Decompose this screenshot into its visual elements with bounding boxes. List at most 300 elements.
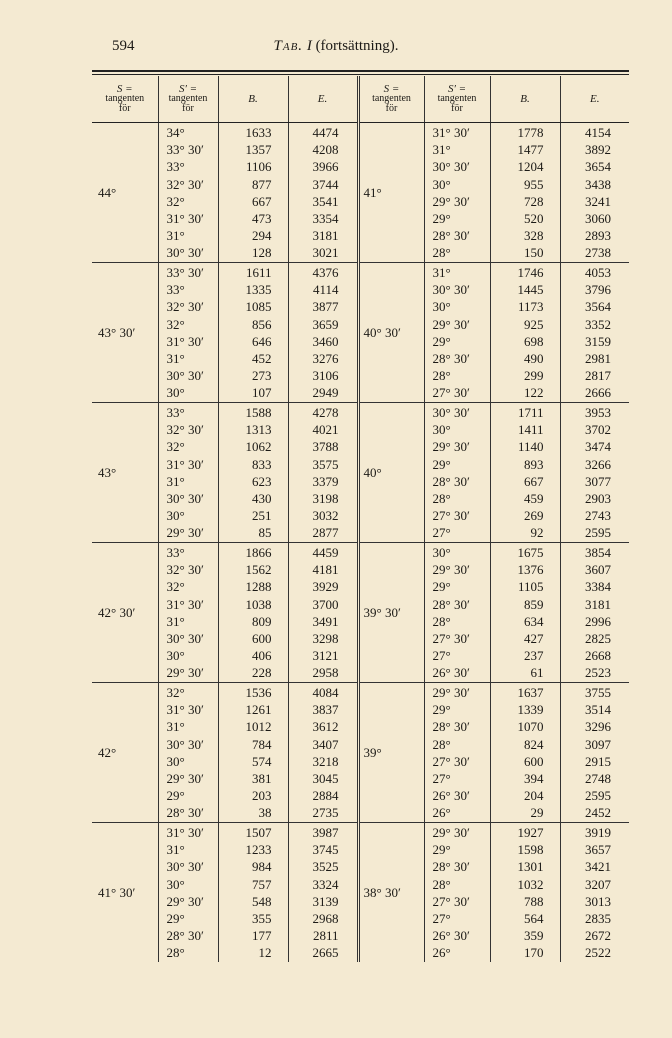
sp-value: 30° bbox=[432, 299, 451, 315]
sp-value: 32° bbox=[166, 439, 185, 455]
e-value-list-right bbox=[560, 543, 629, 683]
sp-value: 28° 30′ bbox=[432, 350, 470, 366]
e-value: 3352 bbox=[585, 316, 611, 332]
b-value: 859 bbox=[524, 596, 544, 612]
sp-value: 28° bbox=[432, 876, 451, 892]
e-value: 3379 bbox=[312, 473, 339, 489]
title-rest: (fortsättning). bbox=[315, 38, 399, 54]
b-value: 1085 bbox=[245, 299, 272, 315]
e-value: 2666 bbox=[585, 385, 611, 401]
b-value: 12 bbox=[258, 945, 272, 961]
e-value: 3700 bbox=[312, 596, 339, 612]
b-value: 984 bbox=[252, 859, 272, 875]
sp-value-list-left bbox=[158, 823, 218, 963]
e-value: 4084 bbox=[312, 685, 339, 700]
b-value-list-right bbox=[490, 543, 560, 683]
b-value: 1012 bbox=[245, 719, 272, 735]
e-value: 4154 bbox=[585, 125, 611, 140]
e-value: 3159 bbox=[585, 333, 611, 349]
b-value-list-left bbox=[218, 543, 288, 683]
e-value: 2665 bbox=[312, 945, 339, 961]
sp-value: 31° 30′ bbox=[166, 333, 204, 349]
e-value: 3106 bbox=[312, 368, 339, 384]
b-value: 877 bbox=[252, 176, 272, 192]
b-value: 1507 bbox=[245, 825, 272, 840]
header-sp-symbol: S′ = bbox=[447, 83, 467, 95]
s-value-right: 39° bbox=[358, 683, 424, 823]
b-value: 856 bbox=[252, 316, 272, 332]
sp-value-list-right bbox=[424, 683, 490, 823]
b-value: 600 bbox=[252, 630, 272, 646]
b-value: 1301 bbox=[517, 859, 544, 875]
header-s-symbol: S = bbox=[383, 83, 400, 95]
e-value: 2996 bbox=[585, 613, 611, 629]
sp-value: 26° 30′ bbox=[432, 788, 470, 804]
e-value: 2981 bbox=[585, 350, 611, 366]
table-group-row bbox=[92, 403, 629, 543]
e-value: 2595 bbox=[585, 525, 611, 541]
b-value: 269 bbox=[524, 508, 544, 524]
sp-value: 29° bbox=[432, 210, 451, 226]
e-value: 3266 bbox=[585, 456, 611, 472]
sp-value: 33° 30′ bbox=[166, 142, 204, 158]
e-value: 3575 bbox=[312, 456, 339, 472]
e-value: 3541 bbox=[312, 193, 339, 209]
e-value: 3525 bbox=[312, 859, 339, 875]
sp-value: 32° 30′ bbox=[166, 562, 204, 578]
b-value: 1204 bbox=[517, 159, 544, 175]
e-value: 3077 bbox=[585, 473, 611, 489]
sp-value: 29° 30′ bbox=[166, 893, 204, 909]
header-s-text1: tangenten bbox=[372, 93, 411, 104]
e-value: 3491 bbox=[312, 613, 339, 629]
b-value: 328 bbox=[524, 228, 544, 244]
b-value: 1038 bbox=[245, 596, 272, 612]
e-value: 3474 bbox=[585, 439, 611, 455]
header-e-right: E. bbox=[560, 76, 629, 123]
sp-value: 31° bbox=[432, 265, 451, 280]
e-value: 2817 bbox=[585, 368, 611, 384]
b-value: 294 bbox=[252, 228, 272, 244]
e-value: 2735 bbox=[312, 805, 339, 821]
e-value: 3354 bbox=[312, 210, 339, 226]
e-value: 2877 bbox=[312, 525, 339, 541]
e-value: 3564 bbox=[585, 299, 611, 315]
table-group-row bbox=[92, 683, 629, 823]
b-value: 1106 bbox=[245, 159, 272, 175]
b-value: 204 bbox=[524, 788, 544, 804]
b-value-list-right bbox=[490, 403, 560, 543]
sp-value: 30° 30′ bbox=[166, 859, 204, 875]
sp-value-list-left bbox=[158, 683, 218, 823]
e-value: 3438 bbox=[585, 176, 611, 192]
sp-value: 29° bbox=[166, 910, 185, 926]
sp-value: 28° bbox=[166, 945, 185, 961]
b-value: 430 bbox=[252, 490, 272, 506]
title-tab: Tab. bbox=[273, 38, 304, 54]
e-value: 2748 bbox=[585, 770, 611, 786]
sp-value: 30° 30′ bbox=[432, 405, 470, 420]
sp-value: 29° 30′ bbox=[432, 685, 470, 700]
sp-value: 31° bbox=[166, 719, 185, 735]
sp-value: 33° bbox=[166, 405, 185, 420]
e-value: 3384 bbox=[585, 579, 611, 595]
sp-value: 31° bbox=[166, 228, 185, 244]
s-value-right: 38° 30′ bbox=[358, 823, 424, 963]
b-value: 1637 bbox=[517, 685, 544, 700]
sp-value-list-left bbox=[158, 543, 218, 683]
sp-value-list-right bbox=[424, 263, 490, 403]
sp-value: 32° 30′ bbox=[166, 176, 204, 192]
sp-value: 28° 30′ bbox=[432, 228, 470, 244]
e-value: 3207 bbox=[585, 876, 611, 892]
b-value: 784 bbox=[252, 736, 272, 752]
header-sp-right bbox=[424, 76, 490, 123]
b-value-list-left bbox=[218, 403, 288, 543]
sp-value: 31° 30′ bbox=[166, 825, 204, 840]
b-value: 809 bbox=[252, 613, 272, 629]
sp-value: 32° bbox=[166, 316, 185, 332]
sp-value: 31° 30′ bbox=[432, 125, 470, 140]
e-value: 3837 bbox=[312, 702, 339, 718]
b-value: 757 bbox=[252, 876, 272, 892]
e-value: 3421 bbox=[585, 859, 611, 875]
e-value: 3060 bbox=[585, 210, 611, 226]
header-s-text2: för bbox=[118, 103, 131, 114]
b-value: 833 bbox=[252, 456, 272, 472]
b-value: 107 bbox=[252, 385, 272, 401]
b-value: 394 bbox=[524, 770, 544, 786]
b-value: 646 bbox=[252, 333, 272, 349]
b-value: 92 bbox=[530, 525, 544, 541]
s-value-left: 41° 30′ bbox=[92, 823, 158, 963]
b-value: 548 bbox=[252, 893, 272, 909]
sp-value: 27° bbox=[432, 525, 451, 541]
header-row bbox=[92, 76, 629, 123]
sp-value: 29° 30′ bbox=[432, 193, 470, 209]
b-value: 459 bbox=[524, 490, 544, 506]
b-value: 150 bbox=[524, 245, 544, 261]
header-b-right: B. bbox=[490, 76, 560, 123]
sp-value: 30° bbox=[166, 385, 185, 401]
e-value: 3702 bbox=[585, 422, 611, 438]
sp-value: 26° 30′ bbox=[432, 665, 470, 681]
e-value: 2672 bbox=[585, 928, 611, 944]
e-value: 3045 bbox=[312, 770, 339, 786]
header-sp-left bbox=[158, 76, 218, 123]
b-value: 177 bbox=[252, 928, 272, 944]
e-value: 3612 bbox=[312, 719, 339, 735]
e-value: 4053 bbox=[585, 265, 611, 280]
b-value: 251 bbox=[252, 508, 272, 524]
e-value: 3198 bbox=[312, 490, 339, 506]
b-value-list-right bbox=[490, 823, 560, 963]
sp-value: 33° 30′ bbox=[166, 265, 204, 280]
e-value: 4376 bbox=[312, 265, 339, 280]
sp-value: 28° 30′ bbox=[432, 719, 470, 735]
e-value: 4114 bbox=[312, 282, 339, 298]
page-title bbox=[0, 38, 672, 55]
header-sp-symbol: S′ = bbox=[178, 83, 198, 95]
table-group-row bbox=[92, 263, 629, 403]
title-numeral: I bbox=[306, 38, 312, 54]
b-value: 1357 bbox=[245, 142, 272, 158]
b-value: 359 bbox=[524, 928, 544, 944]
sp-value: 32° bbox=[166, 579, 185, 595]
e-value: 2522 bbox=[585, 945, 611, 961]
sp-value: 31° bbox=[432, 142, 451, 158]
e-value: 2523 bbox=[585, 665, 611, 681]
sp-value: 29° 30′ bbox=[432, 825, 470, 840]
header-e-left: E. bbox=[288, 76, 358, 123]
e-value: 2738 bbox=[585, 245, 611, 261]
sp-value: 32° bbox=[166, 193, 185, 209]
b-value-list-left bbox=[218, 123, 288, 263]
sp-value: 34° bbox=[166, 125, 185, 140]
b-value: 128 bbox=[252, 245, 272, 261]
e-value: 3032 bbox=[312, 508, 339, 524]
sp-value: 30° bbox=[432, 545, 451, 560]
b-value: 452 bbox=[252, 350, 272, 366]
sp-value: 31° bbox=[166, 613, 185, 629]
sp-value: 30° 30′ bbox=[166, 736, 204, 752]
sp-value: 27° bbox=[432, 648, 451, 664]
sp-value: 31° 30′ bbox=[166, 210, 204, 226]
b-value: 203 bbox=[252, 788, 272, 804]
e-value: 2811 bbox=[312, 928, 339, 944]
header-s-text2: för bbox=[385, 103, 398, 114]
b-value: 1711 bbox=[517, 405, 544, 420]
b-value: 1598 bbox=[517, 842, 544, 858]
e-value: 3654 bbox=[585, 159, 611, 175]
e-value: 2903 bbox=[585, 490, 611, 506]
sp-value: 29° 30′ bbox=[166, 665, 204, 681]
sp-value: 27° 30′ bbox=[432, 508, 470, 524]
e-value: 3296 bbox=[585, 719, 611, 735]
e-value-list-left bbox=[288, 823, 358, 963]
e-value: 3218 bbox=[312, 753, 339, 769]
e-value: 3745 bbox=[312, 842, 339, 858]
sp-value: 29° 30′ bbox=[166, 525, 204, 541]
e-value: 3987 bbox=[312, 825, 339, 840]
sp-value: 30° bbox=[166, 648, 185, 664]
sp-value: 31° bbox=[166, 842, 185, 858]
b-value: 667 bbox=[524, 473, 544, 489]
b-value: 1675 bbox=[517, 545, 544, 560]
b-value: 600 bbox=[524, 753, 544, 769]
b-value: 574 bbox=[252, 753, 272, 769]
e-value: 4021 bbox=[312, 422, 339, 438]
s-value-left: 42° bbox=[92, 683, 158, 823]
b-value: 1445 bbox=[517, 282, 544, 298]
e-value: 4278 bbox=[312, 405, 339, 420]
e-value-list-left bbox=[288, 403, 358, 543]
sp-value: 30° bbox=[166, 508, 185, 524]
b-value-list-left bbox=[218, 683, 288, 823]
header-sp-text1: tangenten bbox=[437, 93, 477, 104]
e-value: 2949 bbox=[312, 385, 339, 401]
sp-value-list-left bbox=[158, 123, 218, 263]
s-value-right: 41° bbox=[358, 123, 424, 263]
sp-value: 30° 30′ bbox=[432, 159, 470, 175]
e-value: 3966 bbox=[312, 159, 339, 175]
b-value: 1588 bbox=[245, 405, 272, 420]
b-value: 1536 bbox=[245, 685, 272, 700]
b-value: 1633 bbox=[245, 125, 272, 140]
b-value: 623 bbox=[252, 473, 272, 489]
e-value: 3796 bbox=[585, 282, 611, 298]
e-value-list-left bbox=[288, 543, 358, 683]
b-value-list-right bbox=[490, 263, 560, 403]
e-value: 2452 bbox=[585, 805, 611, 821]
tangent-table bbox=[92, 76, 629, 962]
top-rule bbox=[92, 70, 629, 72]
sp-value: 27° 30′ bbox=[432, 753, 470, 769]
sp-value-list-left bbox=[158, 263, 218, 403]
e-value: 3953 bbox=[585, 405, 611, 420]
e-value: 2958 bbox=[312, 665, 339, 681]
b-value: 299 bbox=[524, 368, 544, 384]
b-value: 1261 bbox=[245, 702, 272, 718]
s-value-left: 42° 30′ bbox=[92, 543, 158, 683]
e-value: 3657 bbox=[585, 842, 611, 858]
e-value: 2893 bbox=[585, 228, 611, 244]
e-value: 2825 bbox=[585, 630, 611, 646]
sp-value: 32° 30′ bbox=[166, 299, 204, 315]
b-value: 667 bbox=[252, 193, 272, 209]
b-value: 1335 bbox=[245, 282, 272, 298]
e-value: 3929 bbox=[312, 579, 339, 595]
e-value-list-right bbox=[560, 263, 629, 403]
e-value-list-left bbox=[288, 263, 358, 403]
table-body bbox=[92, 123, 629, 963]
e-value: 3755 bbox=[585, 685, 611, 700]
b-value-list-right bbox=[490, 123, 560, 263]
sp-value: 33° bbox=[166, 282, 185, 298]
e-value-list-left bbox=[288, 683, 358, 823]
s-value-left: 43° 30′ bbox=[92, 263, 158, 403]
e-value: 3514 bbox=[585, 702, 611, 718]
sp-value: 30° 30′ bbox=[166, 245, 204, 261]
b-value-list-left bbox=[218, 823, 288, 963]
b-value: 473 bbox=[252, 210, 272, 226]
b-value: 1562 bbox=[245, 562, 272, 578]
e-value: 3276 bbox=[312, 350, 339, 366]
e-value: 3607 bbox=[585, 562, 611, 578]
b-value: 1105 bbox=[517, 579, 544, 595]
header-s-left bbox=[92, 76, 158, 123]
b-value: 1477 bbox=[517, 142, 544, 158]
sp-value-list-right bbox=[424, 123, 490, 263]
e-value: 3121 bbox=[312, 648, 339, 664]
sp-value: 31° bbox=[166, 473, 185, 489]
sp-value: 30° bbox=[432, 422, 451, 438]
s-value-left: 44° bbox=[98, 184, 117, 200]
b-value: 406 bbox=[252, 648, 272, 664]
e-value: 3021 bbox=[312, 245, 339, 261]
sp-value: 28° bbox=[432, 736, 451, 752]
s-value-right: 40° bbox=[358, 403, 424, 543]
e-value: 3788 bbox=[312, 439, 339, 455]
b-value: 29 bbox=[530, 805, 544, 821]
e-value-list-right bbox=[560, 403, 629, 543]
table-group-row bbox=[92, 123, 629, 263]
b-value: 1866 bbox=[245, 545, 272, 560]
header-s-right bbox=[358, 76, 424, 123]
sp-value: 29° bbox=[166, 788, 185, 804]
sp-value: 31° 30′ bbox=[166, 702, 204, 718]
sp-value: 33° bbox=[166, 159, 185, 175]
s-value-right: 40° 30′ bbox=[358, 263, 424, 403]
b-value: 61 bbox=[530, 665, 544, 681]
e-value: 3659 bbox=[312, 316, 339, 332]
b-value: 893 bbox=[524, 456, 544, 472]
sp-value: 30° bbox=[166, 753, 185, 769]
sp-value: 26° bbox=[432, 805, 451, 821]
sp-value: 26° bbox=[432, 945, 451, 961]
b-value: 1173 bbox=[517, 299, 544, 315]
e-value: 3324 bbox=[312, 876, 339, 892]
sp-value: 29° 30′ bbox=[432, 562, 470, 578]
sp-value: 28° 30′ bbox=[166, 805, 204, 821]
e-value: 2595 bbox=[585, 788, 611, 804]
sp-value: 29° 30′ bbox=[432, 439, 470, 455]
table-group-row bbox=[92, 543, 629, 683]
e-value: 3877 bbox=[312, 299, 339, 315]
b-value: 925 bbox=[524, 316, 544, 332]
sp-value: 32° bbox=[166, 685, 185, 700]
e-value: 3298 bbox=[312, 630, 339, 646]
s-value-right: 39° 30′ bbox=[358, 543, 424, 683]
b-value: 1778 bbox=[517, 125, 544, 140]
page-number: 594 bbox=[112, 38, 135, 54]
b-value: 1746 bbox=[517, 265, 544, 280]
sp-value: 28° bbox=[432, 368, 451, 384]
e-value: 2668 bbox=[585, 648, 611, 664]
b-value: 38 bbox=[258, 805, 272, 821]
b-value: 85 bbox=[258, 525, 272, 541]
sp-value: 29° bbox=[432, 333, 451, 349]
e-value: 3407 bbox=[312, 736, 339, 752]
b-value: 1411 bbox=[517, 422, 544, 438]
b-value: 1062 bbox=[245, 439, 272, 455]
b-value: 427 bbox=[524, 630, 544, 646]
e-value: 3241 bbox=[585, 193, 611, 209]
b-value: 788 bbox=[524, 893, 544, 909]
b-value: 1376 bbox=[517, 562, 544, 578]
e-value-list-right bbox=[560, 683, 629, 823]
e-value: 4474 bbox=[312, 125, 339, 140]
e-value: 2968 bbox=[312, 910, 339, 926]
sp-value-list-right bbox=[424, 403, 490, 543]
sp-value: 33° bbox=[166, 545, 185, 560]
sp-value: 26° 30′ bbox=[432, 928, 470, 944]
e-value: 3854 bbox=[585, 545, 611, 560]
sp-value: 27° 30′ bbox=[432, 893, 470, 909]
header-sp-text2: för bbox=[182, 103, 194, 114]
sp-value: 30° 30′ bbox=[432, 282, 470, 298]
e-value: 3097 bbox=[585, 736, 611, 752]
e-value: 4459 bbox=[312, 545, 339, 560]
b-value: 273 bbox=[252, 368, 272, 384]
b-value: 228 bbox=[252, 665, 272, 681]
b-value: 1611 bbox=[245, 265, 272, 280]
header-s-symbol: S = bbox=[116, 83, 133, 95]
s-value-left: 43° bbox=[92, 403, 158, 543]
sp-value: 29° 30′ bbox=[432, 316, 470, 332]
e-value-list-right bbox=[560, 123, 629, 263]
b-value: 520 bbox=[524, 210, 544, 226]
